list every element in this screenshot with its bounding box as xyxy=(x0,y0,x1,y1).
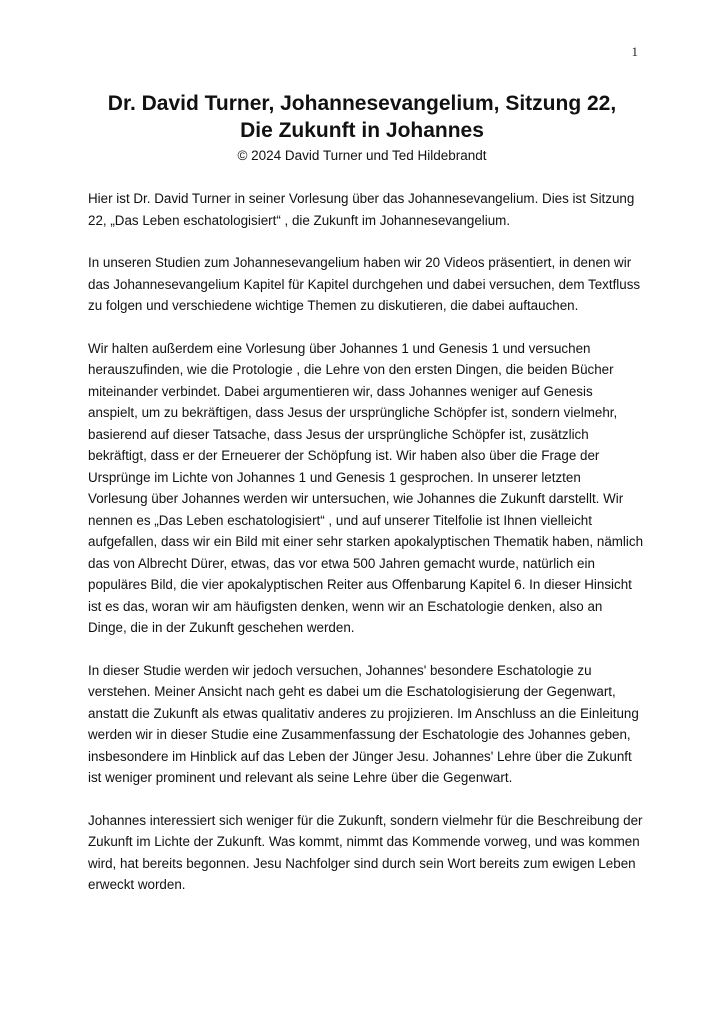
title-line-2: Die Zukunft in Johannes xyxy=(240,119,484,142)
page-number: 1 xyxy=(631,44,638,59)
paragraph-4: In dieser Studie werden wir jedoch versuchen, Johannes' besondere Eschatologie zu verstehen. Meiner Ansicht nach geht es dabei um die Eschatologisierung der Gegenwart, anstatt die Zukunft als etwas qualitativ anderes zu projizieren. Im Anschluss an die Einleitung werden wir in dieser Studie eine Zusammenfassung der Eschatologie des Johannes geben, insbesondere im Hinblick auf das Leben der Jünger Jesu. Johannes' Lehre über die Zukunft ist weniger prominent und relevant als seine Lehre über die Gegenwart. xyxy=(88,662,639,785)
copyright-notice: © 2024 David Turner und Ted Hildebrandt xyxy=(237,148,487,163)
title-line-1: Dr. David Turner, Johannesevangelium, Sitzung 22, xyxy=(107,92,617,115)
paragraph-3: Wir halten außerdem eine Vorlesung über Johannes 1 und Genesis 1 und versuchen herauszufinden, wie die Protologie , die Lehre von den ersten Dingen, die beiden Bücher miteinander verbindet. Dabei argumentieren wir, dass Johannes weniger auf Genesis anspielt, um zu bekräftigen, dass Jesus der ursprüngliche Schöpfer ist, sondern vielmehr, basierend auf dieser Tatsache, dass Jesus der ursprüngliche Schöpfer ist, zusätzlich bekräftigt, dass er der Erneuerer der Schöpfung ist. Wir haben also über die Frage der Ursprünge im Lichte von Johannes 1 und Genesis 1 gesprochen. In unserer letzten Vorlesung über Johannes werden wir untersuchen, wie Johannes die Zukunft darstellt. Wir nennen es „Das Leben eschatologisiert“ , und auf unserer Titelfolie ist Ihnen vielleicht aufgefallen, dass wir ein Bild mit einer sehr starken apokalyptischen Thematik haben, nämlich das von Albrecht Dürer, etwas, das vor etwa 500 Jahren gemacht wurde, natürlich ein populäres Bild, die vier apokalyptischen Reiter aus Offenbarung Kapitel 6. In dieser Hinsicht ist es das, woran wir am häufigsten denken, wenn wir an Eschatologie denken, also an Dinge, die in der Zukunft geschehen werden. xyxy=(88,340,644,635)
paragraph-2: In unseren Studien zum Johannesevangelium haben wir 20 Videos präsentiert, in denen wir das Johannesevangelium Kapitel für Kapitel durchgehen und dabei versuchen, dem Textfluss zu folgen und verschiedene wichtige Themen zu diskutieren, die dabei auftauchen. xyxy=(88,255,641,313)
document-title xyxy=(0,90,724,144)
document-header xyxy=(0,90,724,166)
paragraph-1: Hier ist Dr. David Turner in seiner Vorlesung über das Johannesevangelium. Dies ist Sitzung 22, „Das Leben eschatologisiert“ , die Zukunft im Johannesevangelium. xyxy=(88,191,635,228)
paragraph-5: Johannes interessiert sich weniger für die Zukunft, sondern vielmehr für die Beschreibung der Zukunft im Lichte der Zukunft. Was kommt, nimmt das Kommende vorweg, und was kommen wird, hat bereits begonnen. Jesu Nachfolger sind durch sein Wort bereits zum ewigen Leben erweckt worden. xyxy=(88,812,643,892)
document-body xyxy=(88,188,644,917)
